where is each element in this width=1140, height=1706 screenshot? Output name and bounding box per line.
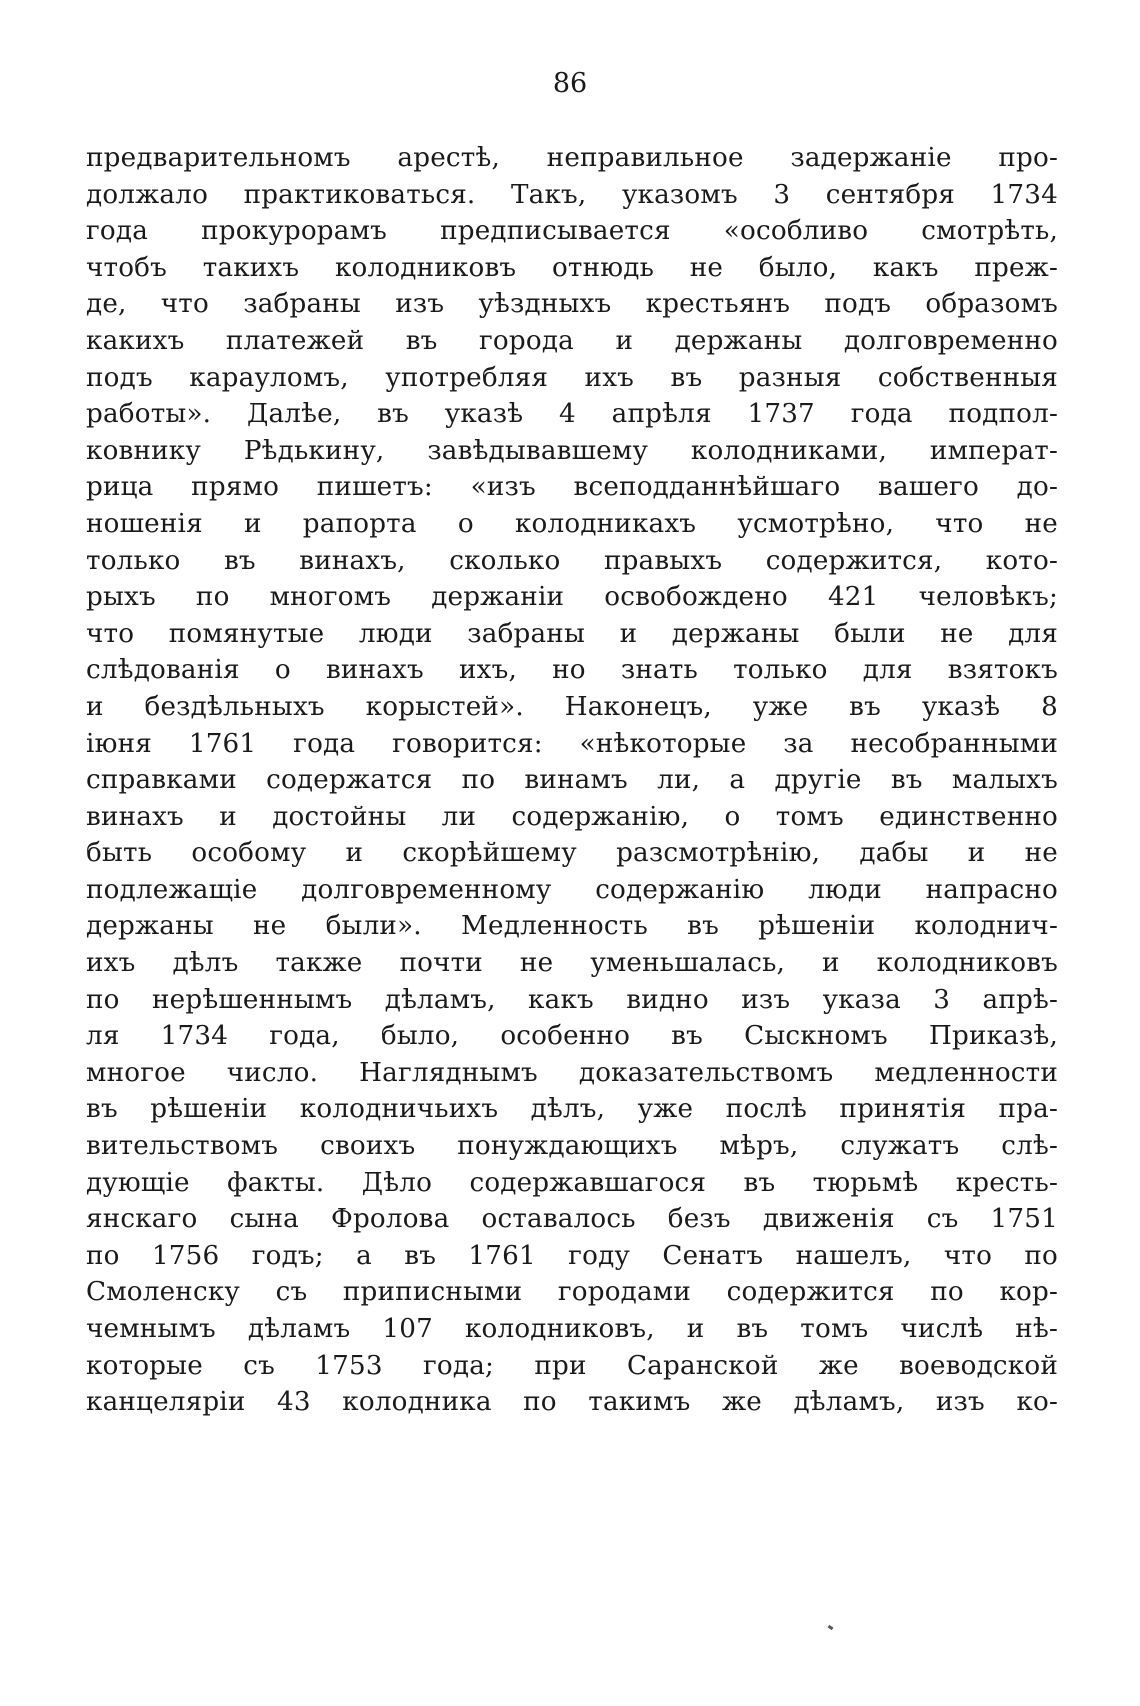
text-line: де, что забраны изъ уѣздныхъ крестьянъ подъ образомъ — [86, 289, 1058, 320]
text-line: и бездѣльныхъ корыстей». Наконецъ, уже въ указѣ 8 — [86, 691, 1058, 722]
scan-speck — [828, 1625, 834, 1630]
text-line: должало практиковаться. Такъ, указомъ 3 сентября 1734 — [86, 179, 1058, 210]
text-line: чтобъ такихъ колодниковъ отнюдь не было, какъ преж- — [86, 252, 1058, 283]
text-line: которые съ 1753 года; при Саранской же воеводской — [86, 1350, 1058, 1381]
text-line: года прокурорамъ предписывается «особливо смотрѣть, — [86, 216, 1058, 247]
text-line: въ рѣшеніи колодничьихъ дѣлъ, уже послѣ принятія пра- — [86, 1094, 1058, 1125]
text-line: рица прямо пишетъ: «изъ всеподданнѣйшаго вашего до- — [86, 472, 1058, 503]
text-line: ковнику Рѣдькину, завѣдывавшему колодниками, императ- — [86, 435, 1058, 466]
text-line: по нерѣшеннымъ дѣламъ, какъ видно изъ указа 3 апрѣ- — [86, 984, 1058, 1015]
body-text — [86, 140, 1058, 1421]
text-line: только въ винахъ, сколько правыхъ содержится, кото- — [86, 545, 1058, 576]
text-line: янскаго сына Фролова оставалось безъ движенія съ 1751 — [86, 1204, 1058, 1235]
text-line: ихъ дѣлъ также почти не уменьшалась, и колодниковъ — [86, 948, 1058, 979]
text-line: Смоленску съ приписными городами содержится по кор- — [86, 1277, 1058, 1308]
text-line: винахъ и достойны ли содержанію, о томъ единственно — [86, 801, 1058, 832]
text-line: многое число. Нагляднымъ доказательствомъ медленности — [86, 1057, 1058, 1088]
text-line: держаны не были». Медленность въ рѣшеніи колоднич- — [86, 911, 1058, 942]
text-line: быть особому и скорѣйшему разсмотрѣнію, дабы и не — [86, 838, 1058, 869]
text-line: рыхъ по многомъ держаніи освобождено 421 человѣкъ; — [86, 582, 1058, 613]
text-line: канцеляріи 43 колодника по такимъ же дѣламъ, изъ ко- — [86, 1387, 1058, 1418]
text-line: слѣдованія о винахъ ихъ, но знать только для взятокъ — [86, 655, 1058, 686]
page-number: 86 — [552, 68, 588, 99]
text-line: справками содержатся по винамъ ли, а другіе въ малыхъ — [86, 765, 1058, 796]
text-line: что помянутые люди забраны и держаны были не для — [86, 618, 1058, 649]
text-line: ля 1734 года, было, особенно въ Сыскномъ Приказѣ, — [86, 1021, 1058, 1052]
text-line: іюня 1761 года говорится: «нѣкоторые за несобранными — [86, 728, 1058, 759]
text-line: какихъ платежей въ города и держаны долговременно — [86, 325, 1058, 356]
text-line: чемнымъ дѣламъ 107 колодниковъ, и въ томъ числѣ нѣ- — [86, 1314, 1058, 1344]
text-line: предварительномъ арестѣ, неправильное задержаніе про- — [86, 143, 1058, 173]
text-line: подъ карауломъ, употребляя ихъ въ разныя собственныя — [86, 362, 1058, 393]
text-line: по 1756 годъ; а въ 1761 году Сенатъ нашелъ, что по — [86, 1240, 1058, 1271]
text-line: подлежащіе долговременному содержанію люди напрасно — [86, 874, 1058, 905]
text-line: ношенія и рапорта о колодникахъ усмотрѣно, что не — [86, 508, 1058, 539]
text-line: вительствомъ своихъ понуждающихъ мѣръ, служатъ слѣ- — [86, 1131, 1058, 1162]
text-line: работы». Далѣе, въ указѣ 4 апрѣля 1737 года подпол- — [86, 399, 1058, 430]
text-line: дующіе факты. Дѣло содержавшагося въ тюрьмѣ кресть- — [86, 1167, 1058, 1198]
